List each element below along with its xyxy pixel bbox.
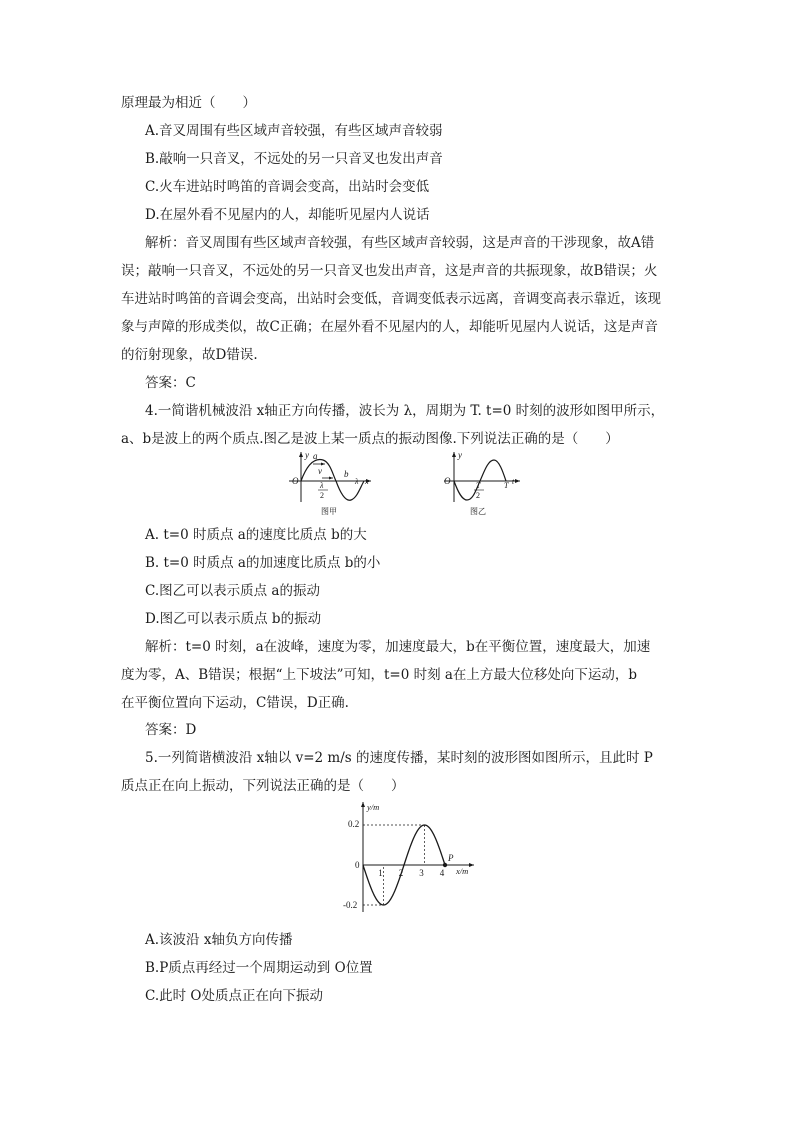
q5-ytick-pos: 0.2	[348, 819, 360, 829]
q4-stem-line-1: 4.一简谐机械波沿 x轴正方向传播，波长为 λ，周期为 T. t=0 时刻的波形如图甲所示，	[145, 403, 665, 419]
yi-tick-num: T	[476, 481, 481, 490]
q4-analysis-line-1: 解析：t=0 时刻，a在波峰，速度为零，加速度最大，b在平衡位置，速度最大，加速	[145, 639, 651, 655]
q4-option-c: C.图乙可以表示质点 a的振动	[145, 583, 320, 599]
q3-analysis-line-4: 象与声障的形成类似，故C正确；在屋外看不见屋内的人，却能听见屋内人说话，这是声音	[121, 319, 658, 335]
yi-tick-den: 2	[476, 491, 480, 500]
q4-answer: 答案：D	[145, 722, 197, 738]
yi-y-label: y	[458, 450, 462, 460]
yi-origin: O	[444, 476, 451, 486]
jia-tick-num: λ	[320, 481, 324, 490]
q3-stem-tail: 原理最为相近（ ）	[121, 95, 256, 111]
q5-x-label: x/m	[456, 866, 469, 876]
q5-stem-line-2: 质点正在向上振动，下列说法正确的是（ ）	[121, 778, 405, 794]
q5-ytick-neg: -0.2	[343, 900, 358, 910]
figure-yi	[440, 450, 525, 520]
q3-option-d: D.在屋外看不见屋内的人，却能听见屋内人说话	[145, 207, 430, 223]
jia-x-label: x	[365, 477, 369, 486]
jia-origin: O	[292, 476, 299, 486]
q5-xtick-3: 3	[419, 868, 424, 878]
q5-wave-graph	[336, 800, 486, 915]
q3-option-a: A.音叉周围有些区域声音较强，有些区域声音较弱	[145, 123, 443, 139]
jia-tick-den: 2	[320, 491, 324, 500]
q4-option-b: B. t=0 时质点 a的加速度比质点 b的小	[145, 555, 381, 571]
yi-vibration-curve	[454, 460, 506, 500]
yi-tick-end: T	[504, 481, 509, 490]
q5-stem-line-1: 5.一列简谐横波沿 x轴以 v=2 m/s 的速度传播，某时刻的波形图如图所示，且此时 P	[145, 750, 653, 766]
jia-y-label: y	[305, 450, 309, 460]
q5-origin: 0	[355, 860, 360, 870]
q3-analysis-line-3: 车进站时鸣笛的音调会变高，出站时会变低，音调变低表示远离，音调变高表示靠近，该现	[121, 291, 661, 307]
q4-analysis-line-3: 在平衡位置向下运动，C错误，D正确.	[121, 695, 349, 711]
figure-jia	[285, 450, 375, 520]
q5-option-a: A.该波沿 x轴负方向传播	[145, 932, 293, 948]
jia-v-label: v	[318, 466, 322, 476]
q3-analysis-line-2: 误；敲响一只音叉，不远处的另一只音叉也发出声音，这是声音的共振现象，故B错误；火	[121, 263, 658, 279]
q3-option-b: B.敲响一只音叉，不远处的另一只音叉也发出声音	[145, 151, 443, 167]
q5-xtick-4: 4	[439, 868, 445, 878]
q5-point-p-label: P	[448, 853, 454, 863]
q3-option-c: C.火车进站时鸣笛的音调会变高，出站时会变低	[145, 179, 430, 195]
q3-answer: 答案：C	[145, 375, 196, 391]
yi-x-label: t	[512, 477, 515, 486]
jia-point-b: b	[344, 469, 349, 479]
q5-y-label: y/m	[367, 802, 380, 812]
q5-option-b: B.P质点再经过一个周期运动到 O位置	[145, 960, 373, 976]
q5-option-c: C.此时 O处质点正在向下振动	[145, 988, 323, 1004]
q4-stem-line-2: a、b是波上的两个质点.图乙是波上某一质点的振动图像.下列说法正确的是（ ）	[121, 431, 619, 447]
q4-option-a: A. t=0 时质点 a的速度比质点 b的大	[145, 527, 367, 543]
q3-analysis-line-1: 解析：音叉周围有些区域声音较强，有些区域声音较弱，这是声音的干涉现象，故A错	[145, 235, 655, 251]
q5-xtick-2: 2	[398, 868, 404, 878]
q5-point-p	[443, 863, 447, 867]
yi-caption: 图乙	[470, 507, 486, 516]
q4-option-d: D.图乙可以表示质点 b的振动	[145, 611, 322, 627]
jia-tick-end: λ	[355, 477, 359, 486]
jia-caption: 图甲	[321, 507, 337, 516]
jia-point-a: a	[313, 451, 318, 461]
q5-xtick-1: 1	[378, 868, 383, 878]
q4-analysis-line-2: 度为零，A、B错误；根据“上下坡法”可知，t=0 时刻 a在上方最大位移处向下运动，b	[121, 667, 638, 683]
q3-analysis-line-5: 的衍射现象，故D错误.	[121, 347, 258, 363]
